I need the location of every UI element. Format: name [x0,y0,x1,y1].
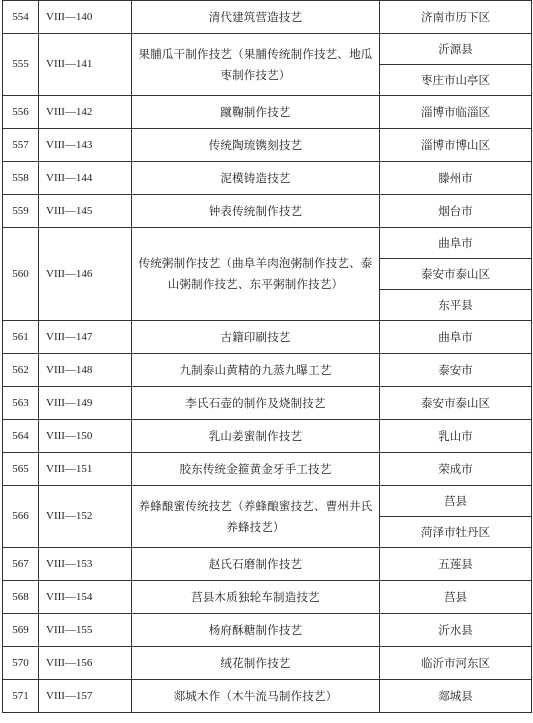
applicant-region-cell: 菏泽市牡丹区 [380,517,532,548]
table-row [3,680,532,713]
applicant-region-cell: 沂水县 [380,614,532,647]
project-code-cell: VIII—157 [39,680,132,713]
serial-number-cell: 569 [3,614,39,647]
project-code-cell: VIII—155 [39,614,132,647]
project-name-cell: 乳山姜蜜制作技艺 [132,420,380,453]
table-row [3,228,532,259]
table-row [3,647,532,680]
project-name-cell: 养蜂酿蜜传统技艺（养蜂酿蜜技艺、曹州井氏养蜂技艺） [132,486,380,548]
project-name-cell: 九制泰山黄精的九蒸九曝工艺 [132,354,380,387]
applicant-region-cell: 淄博市博山区 [380,129,532,162]
serial-number-cell: 556 [3,96,39,129]
project-code-cell: VIII—142 [39,96,132,129]
applicant-region-cell: 五莲县 [380,548,532,581]
table-row [3,96,532,129]
applicant-region-cell: 东平县 [380,290,532,321]
applicant-region-cell: 沂源县 [380,34,532,65]
project-code-cell: VIII—143 [39,129,132,162]
project-code-cell: VIII—149 [39,387,132,420]
table-row [3,486,532,517]
applicant-region-cell: 泰安市泰山区 [380,387,532,420]
serial-number-cell: 565 [3,453,39,486]
serial-number-cell: 557 [3,129,39,162]
table-row [3,614,532,647]
serial-number-cell: 570 [3,647,39,680]
project-code-cell: VIII—154 [39,581,132,614]
project-name-cell: 郯城木作（木牛流马制作技艺） [132,680,380,713]
table-row [3,34,532,65]
applicant-region-cell: 曲阜市 [380,321,532,354]
applicant-region-cell: 莒县 [380,581,532,614]
table-row [3,162,532,195]
table-row [3,129,532,162]
table-body [3,1,532,713]
applicant-region-cell: 泰安市泰山区 [380,259,532,290]
table-row [3,453,532,486]
project-name-cell: 绒花制作技艺 [132,647,380,680]
table-row [3,420,532,453]
table-row [3,387,532,420]
applicant-region-cell: 乳山市 [380,420,532,453]
project-name-cell: 莒县木质独轮车制造技艺 [132,581,380,614]
project-name-cell: 古籍印刷技艺 [132,321,380,354]
project-code-cell: VIII—148 [39,354,132,387]
table-row [3,1,532,34]
serial-number-cell: 571 [3,680,39,713]
project-name-cell: 杨府酥糖制作技艺 [132,614,380,647]
project-name-cell: 钟表传统制作技艺 [132,195,380,228]
applicant-region-cell: 泰安市 [380,354,532,387]
table-row [3,581,532,614]
project-code-cell: VIII—145 [39,195,132,228]
project-name-cell: 清代建筑营造技艺 [132,1,380,34]
applicant-region-cell: 烟台市 [380,195,532,228]
table-row [3,321,532,354]
serial-number-cell: 555 [3,34,39,96]
serial-number-cell: 564 [3,420,39,453]
serial-number-cell: 567 [3,548,39,581]
project-code-cell: VIII—153 [39,548,132,581]
project-name-cell: 传统粥制作技艺（曲阜羊肉泡粥制作技艺、泰山粥制作技艺、东平粥制作技艺） [132,228,380,321]
serial-number-cell: 566 [3,486,39,548]
applicant-region-cell: 滕州市 [380,162,532,195]
table-row [3,195,532,228]
serial-number-cell: 568 [3,581,39,614]
project-name-cell: 蹴鞠制作技艺 [132,96,380,129]
project-code-cell: VIII—151 [39,453,132,486]
project-name-cell: 传统陶琉镌刻技艺 [132,129,380,162]
project-name-cell: 赵氏石磨制作技艺 [132,548,380,581]
serial-number-cell: 559 [3,195,39,228]
serial-number-cell: 560 [3,228,39,321]
applicant-region-cell: 郯城县 [380,680,532,713]
project-code-cell: VIII—146 [39,228,132,321]
applicant-region-cell: 淄博市临淄区 [380,96,532,129]
project-name-cell: 泥模铸造技艺 [132,162,380,195]
applicant-region-cell: 济南市历下区 [380,1,532,34]
project-name-cell: 胶东传统金箍黄金牙手工技艺 [132,453,380,486]
table-row [3,548,532,581]
project-code-cell: VIII—140 [39,1,132,34]
applicant-region-cell: 莒县 [380,486,532,517]
serial-number-cell: 561 [3,321,39,354]
project-code-cell: VIII—144 [39,162,132,195]
heritage-list-table [2,0,532,713]
serial-number-cell: 562 [3,354,39,387]
project-code-cell: VIII—147 [39,321,132,354]
project-code-cell: VIII—156 [39,647,132,680]
project-code-cell: VIII—152 [39,486,132,548]
applicant-region-cell: 临沂市河东区 [380,647,532,680]
project-name-cell: 果脯瓜干制作技艺（果脯传统制作技艺、地瓜枣制作技艺） [132,34,380,96]
serial-number-cell: 554 [3,1,39,34]
serial-number-cell: 563 [3,387,39,420]
applicant-region-cell: 曲阜市 [380,228,532,259]
project-code-cell: VIII—141 [39,34,132,96]
project-code-cell: VIII—150 [39,420,132,453]
serial-number-cell: 558 [3,162,39,195]
applicant-region-cell: 荣成市 [380,453,532,486]
applicant-region-cell: 枣庄市山亭区 [380,65,532,96]
table-row [3,354,532,387]
project-name-cell: 李氏石壶的制作及烧制技艺 [132,387,380,420]
